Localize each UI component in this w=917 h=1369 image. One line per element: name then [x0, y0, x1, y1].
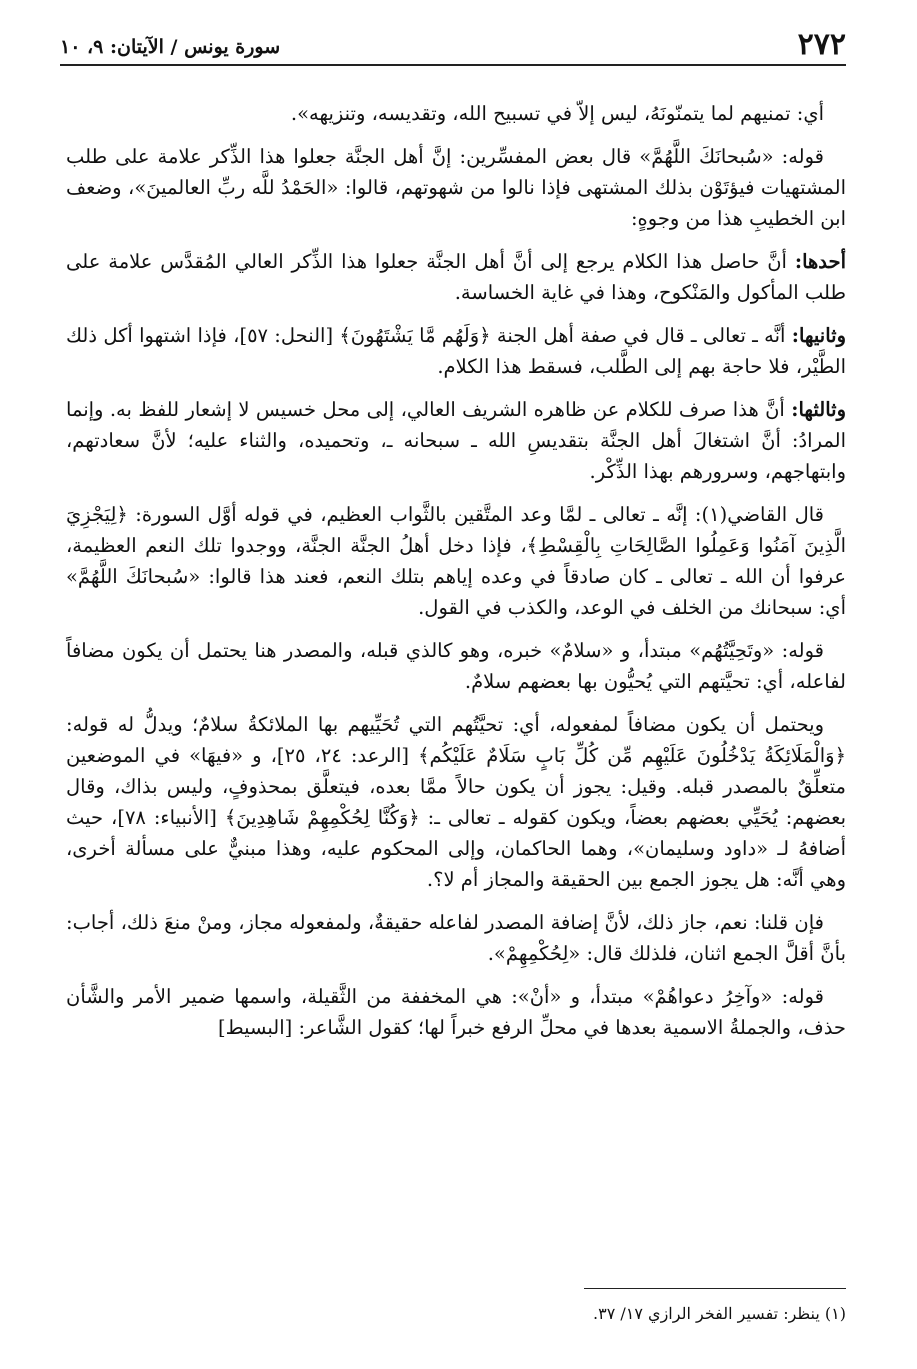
paragraph-text: قوله: «وتَحِيَّتُهُم» مبتدأ، و «سلامٌ» خبره، وهو كالذي قبله، والمصدر هنا يحتمل أن يكون مضافاً لفاعله، أي: تحيَّتهم التي يُحيُّون بها بعضهم سلامٌ. — [66, 639, 846, 693]
footnote: (١) ينظر: تفسير الفخر الرازي ١٧/ ٣٧. — [593, 1304, 846, 1323]
body-text — [66, 98, 846, 1055]
paragraph-6 — [66, 499, 846, 623]
paragraph-7 — [66, 635, 846, 697]
paragraph-text: أنَّ هذا صرف للكلام عن ظاهره الشريف العالي، إلى محل خسيس لا إشعار للفظ به. وإنما المرادُ: أنَّ اشتغالَ أهل الجنَّة بتقديسِ الله ـ سبحانه ـ، وتحميده، والثناء عليه؛ لأنَّ سعادتهم، وابتهاجهم، وسرورهم بهذا الذِّكْر. — [66, 398, 846, 483]
paragraph-8 — [66, 709, 846, 895]
running-title: سورة يونس / الآيتان: ٩، ١٠ — [60, 36, 281, 58]
paragraph-10 — [66, 981, 846, 1043]
paragraph-5 — [66, 394, 846, 487]
paragraph-3 — [66, 246, 846, 308]
paragraph-lead: وثالثها: — [791, 398, 846, 421]
paragraph-text: ويحتمل أن يكون مضافاً لمفعوله، أي: تحيَّتُهم التي تُحَيِّيهم بها الملائكةُ سلامٌ؛ ويدلُّ له قوله: ﴿وَالْمَلَائِكَةُ يَدْخُلُونَ عَلَيْهِم مِّن كُلِّ بَابٍ سَلَامٌ عَلَيْكُم﴾ [الرعد: ٢٤، ٢٥]، و «فيهَا» في الموضعين متعلِّقٌ بالمصدر قبله. وقيل: يجوز أن يكون حالاً ممَّا بعده، فيتعلَّق بمحذوفٍ، وليس بذاك، وقال بعضهم: يُحَيِّي بعضهم بعضاً، ويكون كقوله ـ تعالى ـ: ﴿وَكُنَّا لِحُكْمِهِمْ شَاهِدِينَ﴾ [الأنبياء: ٧٨]، حيث أضافهُ لـ «داود وسليمان»، وهما الحاكمان، وإلى المحكوم عليه، وهذا مبنيٌّ على مسألة أخرى، وهي أنَّه: هل يجوز الجمع بين الحقيقة والمجاز أم لا؟. — [66, 713, 847, 891]
paragraph-text: أي: تمنيهم لما يتمنّونَهُ، ليس إلاّ في تسبيح الله، وتقديسه، وتنزيهه». — [290, 102, 824, 125]
paragraph-text: قوله: «سُبحانَكَ اللَّهُمَّ» قال بعض المفسِّرين: إنَّ أهل الجنَّة جعلوا هذا الذِّكر علامة على طلب المشتهيات فيؤتَوْن بذلك المشتهى فإذا نالوا من شهوتهم، قالوا: «الحَمْدُ للَّه ربِّ العالمينَ»، وضعف ابن الخطيبِ هذا من وجوهٍ: — [66, 145, 846, 230]
paragraph-2 — [66, 141, 846, 234]
page-number: ٢٧٢ — [797, 27, 846, 62]
paragraph-text: فإن قلنا: نعم، جاز ذلك، لأنَّ إضافة المصدر لفاعله حقيقةٌ، ولمفعوله مجاز، ومنْ منعَ ذلك، أجاب: بأنَّ أقلَّ الجمع اثنان، فلذلك قال: «لِحُكْمِهِمْ». — [66, 911, 846, 965]
footnote-area — [66, 1288, 846, 1325]
paragraph-text: أنَّه ـ تعالى ـ قال في صفة أهل الجنة ﴿وَلَهُم مَّا يَشْتَهُونَ﴾ [النحل: ٥٧]، فإذا اشتهوا أكل ذلك الطَّيْر، فلا حاجة بهم إلى الطَّلب، فسقط هذا الكلام. — [66, 324, 846, 378]
paragraph-lead: وثانيها: — [791, 324, 847, 347]
paragraph-lead: أحدها: — [794, 250, 847, 273]
paragraph-1 — [66, 98, 846, 129]
footnote-rule — [584, 1288, 846, 1289]
paragraph-text: قال القاضي(١): إنَّه ـ تعالى ـ لمَّا وعد المتَّقين بالثَّواب العظيم، في قوله أوَّل السورة: ﴿لِيَجْزِيَ الَّذِينَ آمَنُوا وَعَمِلُوا الصَّالِحَاتِ بِالْقِسْطِ﴾، فإذا دخل أهلُ الجنَّة الجنَّة، ووجدوا تلك النعم العظيمة، عرفوا أن الله ـ تعالى ـ كان صادقاً في وعده إياهم بتلك النعم، فعند هذا قالوا: «سُبحانَكَ اللَّهُمَّ» أي: سبحانك من الخلف في الوعد، والكذب في القول. — [66, 503, 846, 619]
paragraph-9 — [66, 907, 846, 969]
header-rule — [60, 64, 846, 66]
paragraph-4 — [66, 320, 846, 382]
paragraph-text: أنَّ حاصل هذا الكلام يرجع إلى أنَّ أهل الجنَّة جعلوا هذا الذِّكر العالي المُقدَّس علامة على طلب المأكول والمَنْكوح، وهذا في غاية الخساسة. — [66, 250, 846, 304]
paragraph-text: قوله: «وآخِرُ دعواهُمْ» مبتدأ، و «أنْ»: هي المخففة من الثَّقيلة، واسمها ضمير الأمر والشَّأن حذف، والجملةُ الاسمية بعدها في محلِّ الرفع خبراً لها؛ كقول الشَّاعر: [البسيط] — [66, 985, 846, 1039]
